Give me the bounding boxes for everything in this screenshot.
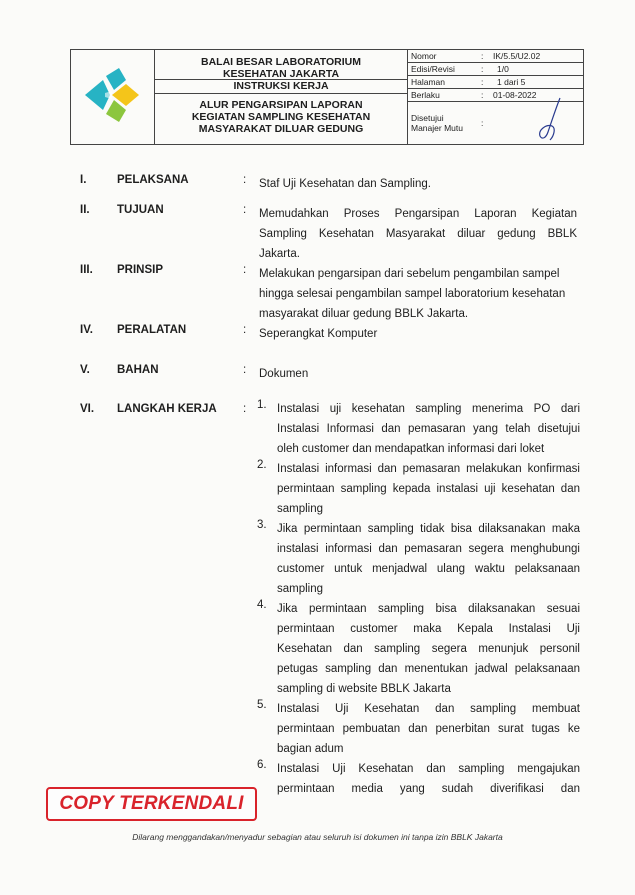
step-line: permintaan pembuatan dan penerbitan surat tugas ke [277, 723, 580, 735]
text-line: Melakukan pengarsipan dari sebelum pengambilan sampel [259, 268, 560, 280]
step-number: 5. [257, 699, 267, 711]
section-label: BAHAN [117, 364, 159, 376]
section-colon: : [243, 204, 247, 216]
step-line: permintaan sampling kepada instalasi uji kesehatan dan [277, 483, 580, 495]
section-text [259, 174, 577, 194]
approval-label [408, 113, 481, 133]
section-text [259, 324, 577, 344]
logo-cell [71, 50, 155, 144]
title-line-2: KEGIATAN SAMPLING KESEHATAN [191, 111, 371, 123]
document-title [155, 94, 407, 144]
section-colon: : [243, 364, 247, 376]
meta-key: Berlaku [411, 90, 440, 100]
steps-list [257, 399, 580, 799]
step-line: bagian adum [277, 743, 344, 755]
text-line: Dokumen [259, 368, 309, 380]
step-line: oleh customer dan mendapatkan informasi dari loket [277, 443, 545, 455]
meta-key: Edisi/Revisi [411, 64, 455, 74]
step-line: Instalasi uji kesehatan sampling menerima PO dari [277, 403, 580, 415]
meta-key: Nomor [411, 51, 437, 61]
step-item [257, 759, 580, 799]
title-cell [155, 50, 408, 144]
step-line: sampling di website BBLK Jakarta [277, 683, 451, 695]
text-line: hingga selesai pengambilan sampel laboratorium kesehatan [259, 288, 566, 300]
text-line: Sampling Kesehatan Masyarakat diluar gedung BBLK [259, 228, 577, 240]
section-label: LANGKAH KERJA [117, 403, 217, 415]
text-line: Seperangkat Komputer [259, 328, 378, 340]
org-line-1: BALAI BESAR LABORATORIUM [200, 56, 362, 68]
step-line: Instalasi Uji Kesehatan dan sampling membuat [277, 703, 580, 715]
section-text [259, 364, 577, 384]
text-line: Memudahkan Proses Pengarsipan Laporan Kegiatan [259, 208, 577, 220]
section-colon: : [243, 403, 247, 415]
org-line-2: KESEHATAN JAKARTA [222, 68, 340, 80]
step-item [257, 399, 580, 459]
step-line: Instalasi Informasi dan pemasaran yang telah disetujui [277, 423, 580, 435]
approval-line-1: Disetujui [411, 113, 444, 123]
meta-value: IK/5.5/U2.02 [493, 51, 541, 61]
approval-line-2: Manajer Mutu [411, 123, 463, 133]
step-line: Instalasi informasi dan pemasaran melakukan konfirmasi [277, 463, 580, 475]
step-line: instalasi informasi dan pemasaran segera menghubungi [277, 543, 580, 555]
text-line: Staf Uji Kesehatan dan Sampling. [259, 178, 431, 190]
step-line: sampling [277, 503, 324, 515]
step-line: Kesehatan dan sampling segera menunjuk personil [277, 643, 580, 655]
section-label: PERALATAN [117, 324, 187, 336]
step-line: permintaan media yang sudah diverifikasi dan [277, 783, 580, 795]
meta-colon: : [481, 118, 484, 128]
meta-colon: : [481, 51, 484, 61]
meta-colon: : [481, 90, 484, 100]
meta-value: 01-08-2022 [493, 90, 537, 100]
step-item [257, 599, 580, 699]
meta-colon: : [481, 64, 484, 74]
step-line: Jika permintaan sampling tidak bisa dilaksanakan maka [277, 523, 580, 535]
section-text [259, 264, 577, 324]
step-number: 1. [257, 399, 267, 411]
step-line: Instalasi Uji Kesehatan dan sampling mengajukan [277, 763, 580, 775]
step-line: Jika permintaan sampling bisa dilaksanakan sesuai [277, 603, 580, 615]
footer-notice: Dilarang menggandakan/menyadur sebagian atau seluruh isi dokumen ini tanpa izin BBLK Jakarta [132, 832, 503, 842]
meta-value: 1/0 [497, 64, 509, 74]
meta-row-nomor [408, 50, 583, 63]
section-label: PRINSIP [117, 264, 164, 276]
text-line: masyarakat diluar gedung BBLK Jakarta. [259, 308, 469, 320]
section-number: III. [80, 264, 93, 276]
section-label: PELAKSANA [117, 174, 189, 186]
section-number: II. [80, 204, 90, 216]
section-label: TUJUAN [117, 204, 164, 216]
section-number: VI. [80, 403, 95, 415]
section-text [259, 204, 577, 264]
signature-mark [530, 96, 570, 146]
step-number: 4. [257, 599, 267, 611]
meta-row-edisi [408, 63, 583, 76]
title-line-1: ALUR PENGARSIPAN LAPORAN [199, 99, 363, 111]
section-number: IV. [80, 324, 94, 336]
step-item [257, 519, 580, 599]
copy-controlled-stamp: COPY TERKENDALI [46, 787, 257, 821]
section-colon: : [243, 264, 247, 276]
meta-row-halaman [408, 76, 583, 89]
document-type: INSTRUKSI KERJA [155, 80, 407, 94]
ministry-logo-icon [79, 64, 145, 126]
step-line: permintaan customer maka Kepala Instalasi Uji [277, 623, 580, 635]
section-colon: : [243, 324, 247, 336]
step-number: 2. [257, 459, 267, 471]
step-item [257, 699, 580, 759]
step-line: sampling [277, 583, 324, 595]
section-number: I. [80, 174, 87, 186]
meta-colon: : [481, 77, 484, 87]
document-header [70, 49, 584, 145]
text-line: Jakarta. [259, 248, 300, 260]
step-number: 3. [257, 519, 267, 531]
meta-value: 1 dari 5 [497, 77, 526, 87]
section-number: V. [80, 364, 90, 376]
step-number: 6. [257, 759, 267, 771]
step-item [257, 459, 580, 519]
title-line-3: MASYARAKAT DILUAR GEDUNG [198, 123, 364, 135]
step-line: petugas sampling dan menentukan jadwal pelaksanaan [277, 663, 580, 675]
step-line: customer untuk menjadwal ulang waktu pelaksanaan [277, 563, 580, 575]
meta-key: Halaman [411, 77, 446, 87]
organization-name [155, 50, 407, 80]
section-colon: : [243, 174, 247, 186]
